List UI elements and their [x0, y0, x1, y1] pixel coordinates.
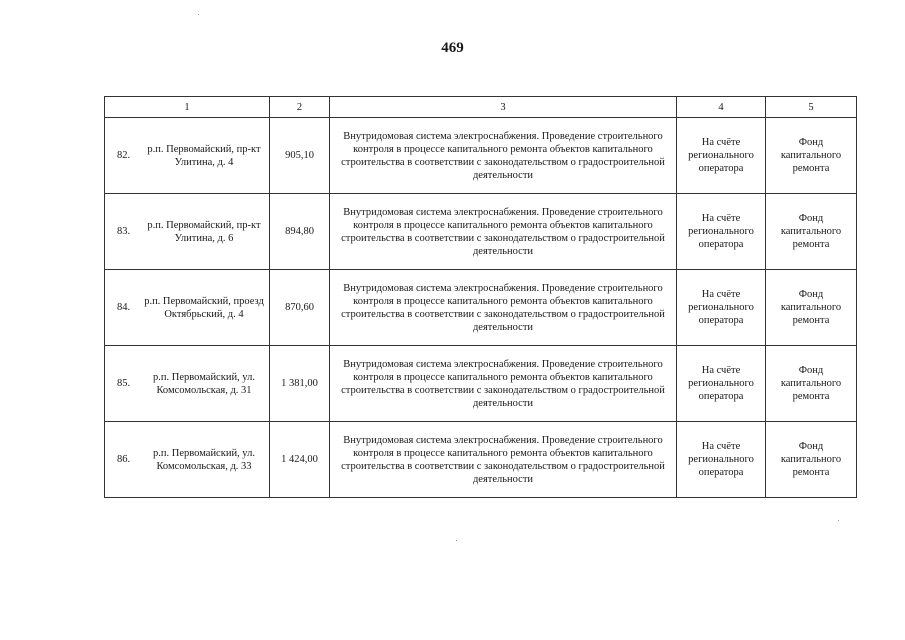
- row-address-cell: [105, 346, 270, 422]
- header-cell-1: 1: [105, 97, 270, 118]
- row-address: р.п. Первомайский, проезд Октябрьский, д. 4: [144, 295, 264, 320]
- row-work: Внутридомовая система электроснабжения. Проведение строительного контроля в процессе капитального ремонта объектов капитального строительства в соответствии с законодательством о градостроительной деятельности: [330, 118, 677, 194]
- table-header-row: [105, 97, 857, 118]
- row-value: 1 424,00: [270, 422, 330, 498]
- header-cell-5: 5: [766, 97, 857, 118]
- table-row: [105, 346, 857, 422]
- row-work: Внутридомовая система электроснабжения. Проведение строительного контроля в процессе капитального ремонта объектов капитального строительства в соответствии с законодательством о градостроительной деятельности: [330, 422, 677, 498]
- row-address: р.п. Первомайский, ул. Комсомольская, д. 33: [153, 447, 255, 472]
- table-row: [105, 270, 857, 346]
- row-address-cell: [105, 422, 270, 498]
- row-fund: Фонд капитального ремонта: [766, 346, 857, 422]
- row-value: 870,60: [270, 270, 330, 346]
- row-address: р.п. Первомайский, ул. Комсомольская, д. 31: [153, 371, 255, 396]
- row-address-cell: [105, 194, 270, 270]
- header-cell-3: 3: [330, 97, 677, 118]
- row-fund: Фонд капитального ремонта: [766, 118, 857, 194]
- row-fund: Фонд капитального ремонта: [766, 194, 857, 270]
- table-row: [105, 422, 857, 498]
- row-address: р.п. Первомайский, пр-кт Улитина, д. 4: [147, 143, 261, 168]
- scan-speck: [456, 540, 457, 541]
- row-work: Внутридомовая система электроснабжения. Проведение строительного контроля в процессе капитального ремонта объектов капитального строительства в соответствии с законодательством о градостроительной деятельности: [330, 194, 677, 270]
- row-account: На счёте регионального оператора: [677, 194, 766, 270]
- row-fund: Фонд капитального ремонта: [766, 422, 857, 498]
- row-fund: Фонд капитального ремонта: [766, 270, 857, 346]
- row-number: 86.: [117, 454, 131, 465]
- row-work: Внутридомовая система электроснабжения. Проведение строительного контроля в процессе капитального ремонта объектов капитального строительства в соответствии с законодательством о градостроительной деятельности: [330, 270, 677, 346]
- row-account: На счёте регионального оператора: [677, 118, 766, 194]
- table-row: [105, 118, 857, 194]
- row-account: На счёте регионального оператора: [677, 422, 766, 498]
- page-number: 469: [441, 40, 464, 56]
- row-value: 905,10: [270, 118, 330, 194]
- scan-speck: [838, 520, 839, 521]
- row-value: 1 381,00: [270, 346, 330, 422]
- row-value: 894,80: [270, 194, 330, 270]
- header-cell-2: 2: [270, 97, 330, 118]
- row-number: 85.: [117, 378, 131, 389]
- row-work: Внутридомовая система электроснабжения. Проведение строительного контроля в процессе капитального ремонта объектов капитального строительства в соответствии с законодательством о градостроительной деятельности: [330, 346, 677, 422]
- scan-speck: [198, 14, 199, 15]
- row-address-cell: [105, 118, 270, 194]
- data-table: [104, 96, 857, 498]
- row-account: На счёте регионального оператора: [677, 346, 766, 422]
- header-cell-4: 4: [677, 97, 766, 118]
- row-number: 82.: [117, 150, 131, 161]
- row-number: 84.: [117, 302, 131, 313]
- row-address-cell: [105, 270, 270, 346]
- table-row: [105, 194, 857, 270]
- row-number: 83.: [117, 226, 131, 237]
- row-address: р.п. Первомайский, пр-кт Улитина, д. 6: [147, 219, 261, 244]
- row-account: На счёте регионального оператора: [677, 270, 766, 346]
